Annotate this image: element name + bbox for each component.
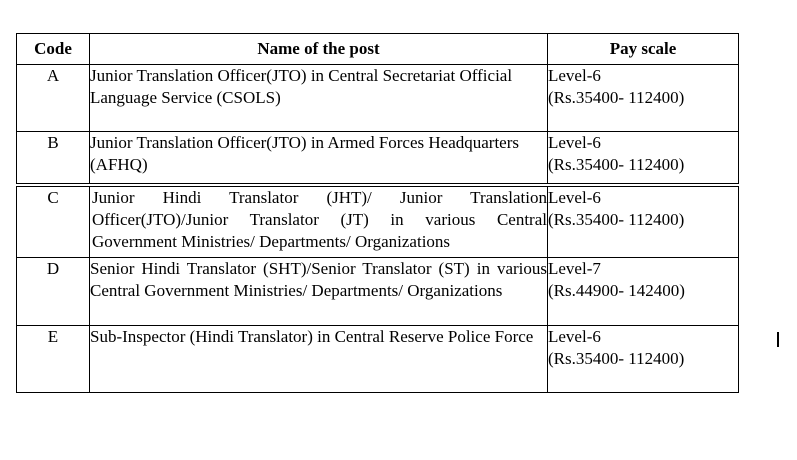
row-code: E: [17, 326, 90, 393]
pay-level: Level-6: [548, 327, 601, 346]
row-code: C: [17, 185, 90, 258]
pay-range: (Rs.44900- 142400): [548, 281, 685, 300]
row-pay-scale: [548, 326, 739, 393]
table-row: [17, 185, 739, 258]
pay-level: Level-6: [548, 66, 601, 85]
row-pay-scale: [548, 65, 739, 132]
header-name-of-post: Name of the post: [90, 34, 548, 65]
pay-range: (Rs.35400- 112400): [548, 88, 685, 107]
row-post-name: Junior Translation Officer(JTO) in Central Secretariat Official Language Service (CSOLS): [90, 65, 548, 132]
row-post-name: Junior Hindi Translator (JHT)/ Junior Translation Officer(JTO)/Junior Translator (JT) in various Central Government Ministries/ Departments/ Organizations: [90, 185, 548, 258]
row-code: A: [17, 65, 90, 132]
row-code: D: [17, 258, 90, 326]
text-cursor-mark: [777, 332, 779, 347]
header-row: [17, 34, 739, 65]
header-pay-scale: Pay scale: [548, 34, 739, 65]
pay-level: Level-7: [548, 259, 601, 278]
table-row: [17, 65, 739, 132]
row-post-name: Senior Hindi Translator (SHT)/Senior Translator (ST) in various Central Government Ministries/ Departments/ Organizations: [90, 258, 548, 326]
row-pay-scale: [548, 132, 739, 186]
row-code: B: [17, 132, 90, 186]
row-pay-scale: [548, 185, 739, 258]
table-row: [17, 132, 739, 186]
pay-range: (Rs.35400- 112400): [548, 210, 685, 229]
table-row: [17, 326, 739, 393]
row-post-name: Sub-Inspector (Hindi Translator) in Central Reserve Police Force: [90, 326, 548, 393]
row-post-name: Junior Translation Officer(JTO) in Armed Forces Headquarters (AFHQ): [90, 132, 548, 186]
pay-range: (Rs.35400- 112400): [548, 349, 685, 368]
row-pay-scale: [548, 258, 739, 326]
header-code: Code: [17, 34, 90, 65]
posts-table: [16, 33, 739, 393]
table-row: [17, 258, 739, 326]
pay-level: Level-6: [548, 188, 601, 207]
pay-range: (Rs.35400- 112400): [548, 155, 685, 174]
pay-level: Level-6: [548, 133, 601, 152]
